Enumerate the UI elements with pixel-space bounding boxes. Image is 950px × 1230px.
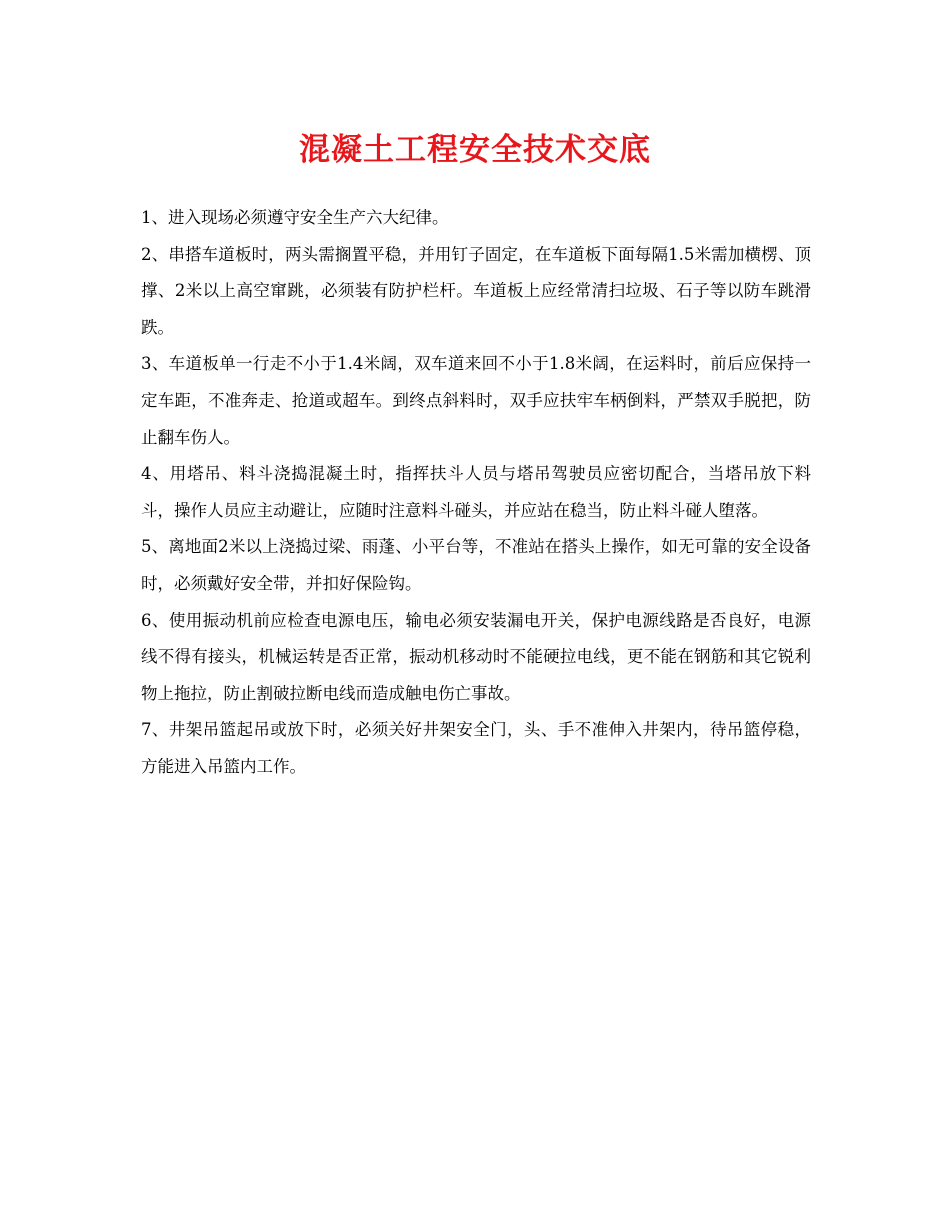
document-title: 混凝土工程安全技术交底	[299, 132, 651, 168]
paragraph-2: 2、串搭车道板时，两头需搁置平稳，并用钉子固定，在车道板下面每隔1.5米需加横楞、顶撑、2米以上高空窜跳，必须装有防护栏杆。车道板上应经常清扫垃圾、石子等以防车跳滑跌。	[141, 244, 811, 337]
paragraph-4: 4、用塔吊、料斗浇捣混凝土时，指挥扶斗人员与塔吊驾驶员应密切配合，当塔吊放下料斗，操作人员应主动避让，应随时注意料斗碰头，并应站在稳当，防止料斗碰人堕落。	[141, 464, 811, 520]
paragraph-6: 6、使用振动机前应检查电源电压，输电必须安装漏电开关，保护电源线路是否良好，电源线不得有接头，机械运转是否正常，振动机移动时不能硬拉电线，更不能在钢筋和其它锐利物上拖拉，防止割破拉断电线而造成触电伤亡事故。	[141, 610, 811, 703]
paragraph-5: 5、离地面2米以上浇捣过梁、雨蓬、小平台等，不准站在搭头上操作，如无可靠的安全设备时，必须戴好安全带，并扣好保险钩。	[141, 537, 811, 593]
paragraph-1: 1、进入现场必须遵守安全生产六大纪律。	[141, 208, 449, 227]
document-body	[141, 200, 811, 786]
paragraph-3: 3、车道板单一行走不小于1.4米阔，双车道来回不小于1.8米阔，在运料时，前后应保持一定车距，不准奔走、抢道或超车。到终点斜料时，双手应扶牢车柄倒料，严禁双手脱把，防止翻车伤人。	[141, 354, 811, 447]
paragraph-7: 7、井架吊篮起吊或放下时，必须关好井架安全门，头、手不准伸入井架内，待吊篮停稳，方能进入吊篮内工作。	[141, 720, 811, 776]
